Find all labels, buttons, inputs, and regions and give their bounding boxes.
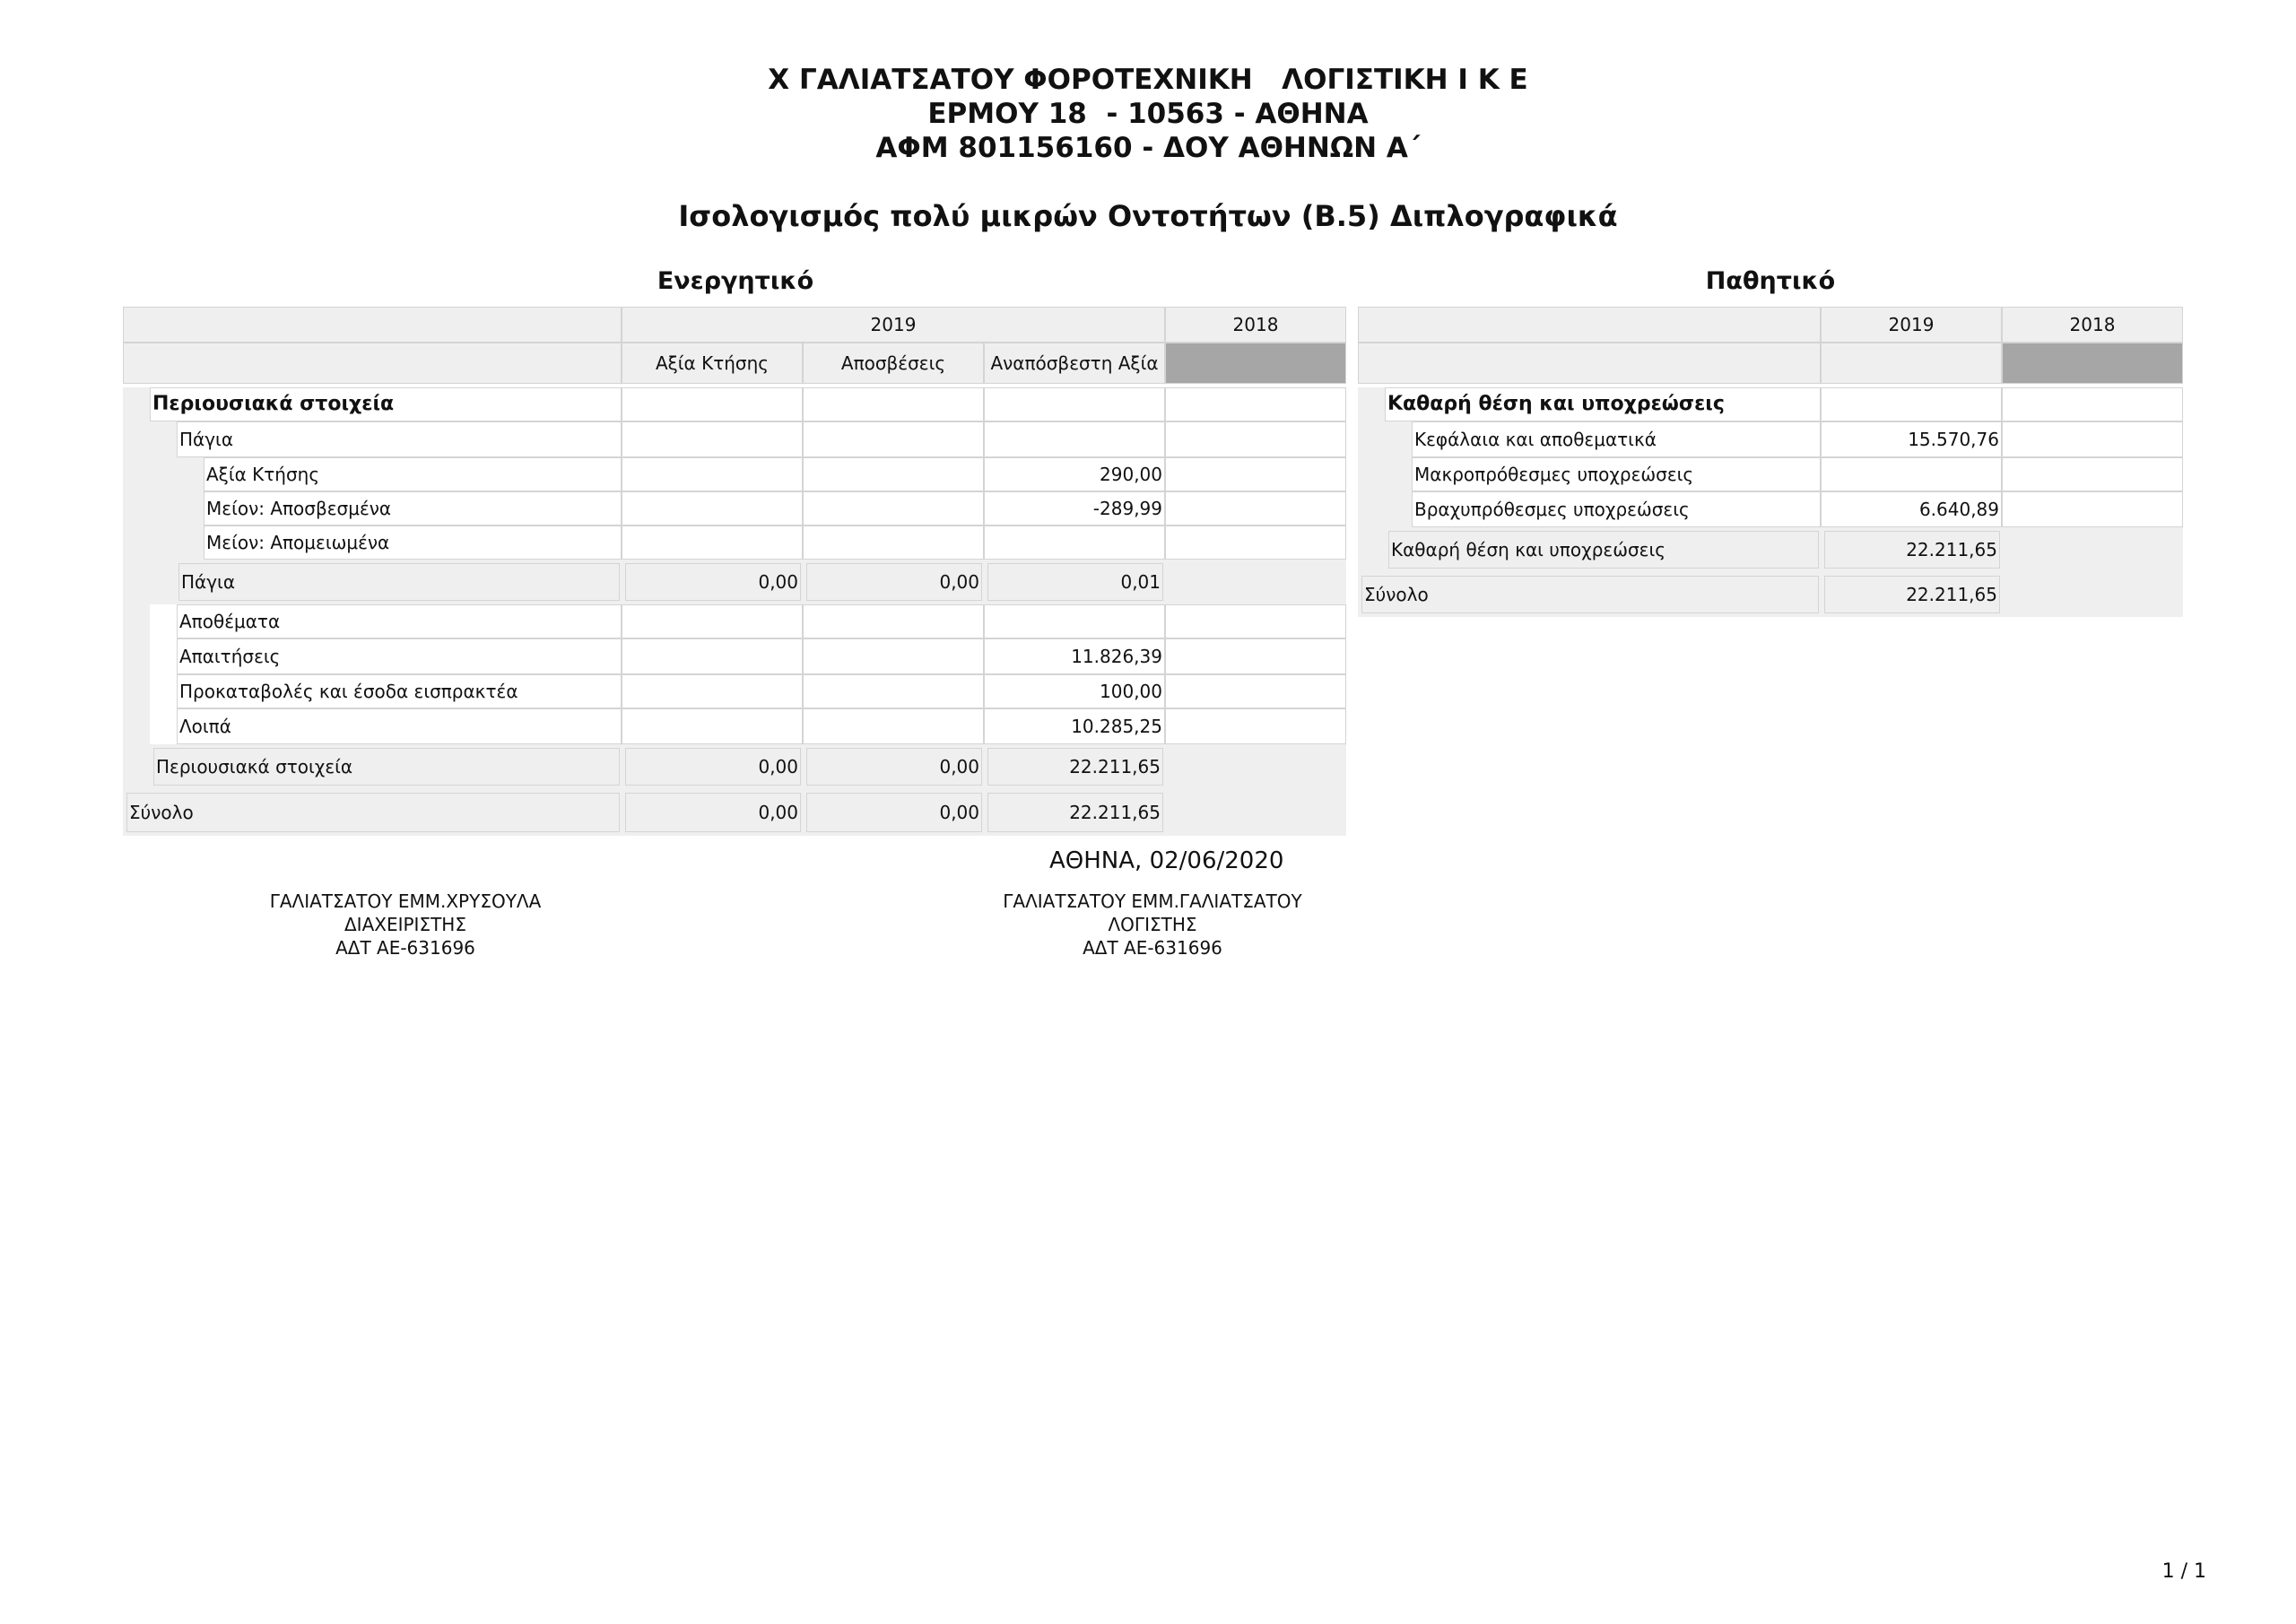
liab-cell-2018 [2002,387,2183,421]
company-address: ΕΡΜΟΥ 18 - 10563 - ΑΘΗΝΑ [927,98,1369,130]
liab-subtotal-label: Καθαρή θέση και υποχρεώσεις [1388,531,1819,569]
assets-cell [803,457,984,491]
assets-row-label: Αποθέματα [177,604,622,638]
assets-subtotal-label: Περιουσιακά στοιχεία [153,748,620,786]
assets-cell: 290,00 [984,457,1165,491]
assets-cell [984,604,1165,638]
page-number: 1 / 1 [2161,1560,2206,1583]
assets-cell [622,638,803,674]
assets-title: Ενεργητικό [657,267,814,295]
liab-cell [1821,457,2002,491]
assets-col-net-value: Αναπόσβεστη Αξία [984,343,1165,384]
assets-header-year-2018: 2018 [1165,307,1346,343]
signature-block-manager [136,890,674,960]
assets-row-label: Λοιπά [177,708,622,744]
assets-row-label: Απαιτήσεις [177,638,622,674]
assets-total-label: Σύνολο [126,793,620,832]
assets-subtotal-cell: 22.211,65 [987,748,1163,786]
assets-indent-gutter-2 [150,421,177,560]
liab-cell-2018 [2002,421,2183,457]
assets-indent-gutter-3 [177,457,204,560]
assets-cell [803,421,984,457]
assets-cell-2018 [1165,457,1346,491]
assets-total-cell: 0,00 [806,793,982,832]
liab-indent-gutter [1358,387,1385,527]
assets-subtotal-label: Πάγια [178,563,620,601]
liab-cell: 6.640,89 [1821,491,2002,527]
assets-cell [803,491,984,525]
assets-cell [803,674,984,708]
assets-cell-2018 [1165,491,1346,525]
liab-header-year-2019: 2019 [1821,307,2002,343]
assets-cell-2018 [1165,638,1346,674]
assets-cell: -289,99 [984,491,1165,525]
liabilities-title: Παθητικό [1705,267,1836,295]
assets-cell [803,525,984,560]
assets-row-label: Αξία Κτήσης [204,457,622,491]
assets-cell [984,525,1165,560]
assets-total-cell: 0,00 [625,793,801,832]
signer-name: ΓΑΛΙΑΤΣΑΤΟΥ ΕΜΜ.ΧΡΥΣΟΥΛΑ [269,890,542,912]
liab-total-label: Σύνολο [1361,576,1819,613]
assets-cell: 100,00 [984,674,1165,708]
assets-row-label: Προκαταβολές και έσοδα εισπρακτέα [177,674,622,708]
liab-header-year-2018: 2018 [2002,307,2183,343]
assets-cell-2018 [1165,674,1346,708]
liab-row-label: Καθαρή θέση και υποχρεώσεις [1385,387,1821,421]
assets-cell [984,421,1165,457]
assets-row-label: Περιουσιακά στοιχεία [150,387,622,421]
assets-col-depreciation: Αποσβέσεις [803,343,984,384]
liab-col-2018-empty [2002,343,2183,384]
liab-subtotal-cell: 22.211,65 [1824,531,2000,569]
assets-row-label: Μείον: Απομειωμένα [204,525,622,560]
assets-cell [622,387,803,421]
assets-cell [803,638,984,674]
signature-date: ΑΘΗΝΑ, 02/06/2020 [1049,847,1284,874]
assets-cell-2018 [1165,604,1346,638]
assets-subtotal-cell: 0,00 [806,748,982,786]
signer-role: ΛΟΓΙΣΤΗΣ [1108,914,1197,935]
assets-col-2018-empty [1165,343,1346,384]
assets-header-year-2019: 2019 [622,307,1165,343]
liab-subheader-blank [1358,343,1821,384]
assets-cell-2018 [1165,708,1346,744]
assets-cell: 11.826,39 [984,638,1165,674]
assets-cell [622,457,803,491]
liab-header-blank [1358,307,1821,343]
assets-cell [803,604,984,638]
document-title: Ισολογισμός πολύ μικρών Οντοτήτων (Β.5) Διπλογραφικά [678,199,1618,233]
liab-cell-2018 [2002,457,2183,491]
liab-row-label: Βραχυπρόθεσμες υποχρεώσεις [1412,491,1821,527]
assets-subheader-blank [123,343,622,384]
assets-total-cell: 22.211,65 [987,793,1163,832]
liab-cell-2018 [2002,491,2183,527]
assets-subtotal-cell: 0,00 [625,563,801,601]
assets-indent-gutter [123,387,150,789]
assets-cell [803,387,984,421]
assets-cell [622,525,803,560]
liab-indent-gutter-2 [1385,421,1412,527]
company-tax-id: ΑΦΜ 801156160 - ΔΟΥ ΑΘΗΝΩΝ Α΄ [875,132,1421,164]
assets-subtotal-cell: 0,01 [987,563,1163,601]
signer-role: ΔΙΑΧΕΙΡΙΣΤΗΣ [344,914,466,935]
assets-subtotal-cell: 0,00 [625,748,801,786]
assets-cell [622,674,803,708]
signature-block-accountant [883,890,1422,960]
company-name: Χ ΓΑΛΙΑΤΣΑΤΟΥ ΦΟΡΟΤΕΧΝΙΚΗ ΛΟΓΙΣΤΙΚΗ Ι Κ Ε [768,64,1528,96]
assets-cell [622,604,803,638]
signer-id: ΑΔΤ ΑΕ-631696 [335,937,475,959]
signer-id: ΑΔΤ ΑΕ-631696 [1083,937,1222,959]
liab-cell: 15.570,76 [1821,421,2002,457]
signer-name: ΓΑΛΙΑΤΣΑΤΟΥ ΕΜΜ.ΓΑΛΙΑΤΣΑΤΟΥ [1003,890,1302,912]
assets-cell-2018 [1165,525,1346,560]
assets-row-label: Μείον: Αποσβεσμένα [204,491,622,525]
assets-cell [622,708,803,744]
company-header [0,63,2296,165]
liab-total-cell: 22.211,65 [1824,576,2000,613]
assets-cell [622,421,803,457]
assets-cell [984,387,1165,421]
assets-cell: 10.285,25 [984,708,1165,744]
liab-cell [1821,387,2002,421]
liab-row-label: Μακροπρόθεσμες υποχρεώσεις [1412,457,1821,491]
assets-header-blank [123,307,622,343]
assets-cell [622,491,803,525]
liab-subheader-2019 [1821,343,2002,384]
assets-subtotal-cell: 0,00 [806,563,982,601]
assets-cell-2018 [1165,421,1346,457]
assets-cell [803,708,984,744]
assets-cell-2018 [1165,387,1346,421]
assets-row-label: Πάγια [177,421,622,457]
assets-col-acquisition: Αξία Κτήσης [622,343,803,384]
liab-row-label: Κεφάλαια και αποθεματικά [1412,421,1821,457]
